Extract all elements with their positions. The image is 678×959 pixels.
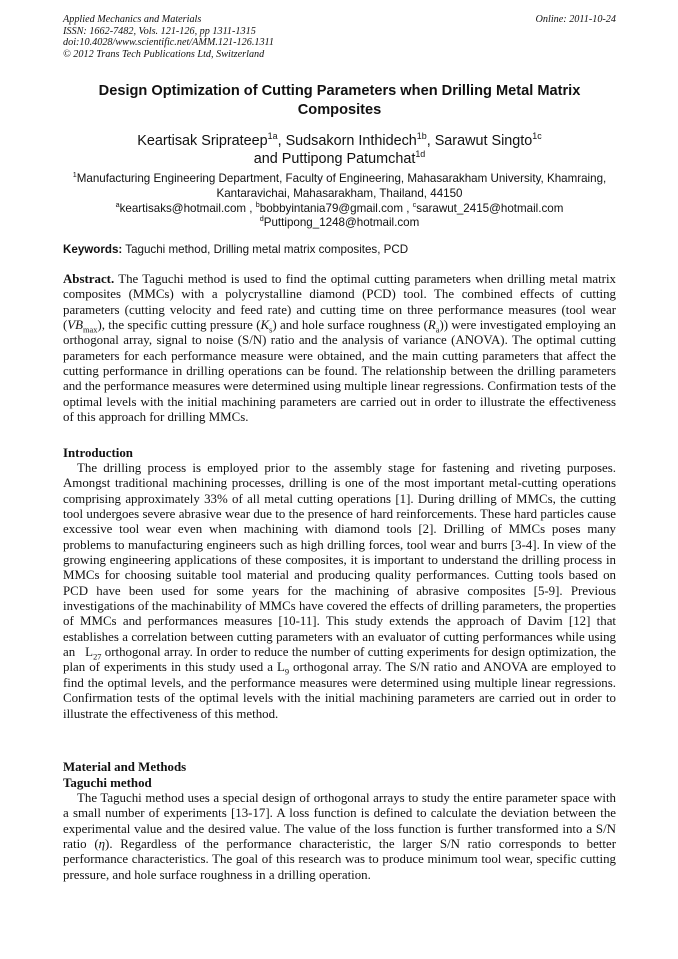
affiliation-address	[63, 172, 616, 202]
author-name: Keartisak Sriprateep	[137, 133, 268, 149]
intro-text: orthogonal array. The S/N ratio and ANOVA are employed to find the optimal levels, and the performance measures were determined using multiple linear regressions. Confirmation tests of the optimal levels with the initial machining parameters are carried out in order to illustrate the effectiveness of this method.	[63, 660, 616, 721]
email-address[interactable]: Puttipong_1248@hotmail.com	[263, 216, 420, 230]
author-name: Puttipong Patumchat	[281, 151, 416, 167]
author-affiliation-mark: 1c	[532, 131, 542, 142]
author-name: Sudsakorn Inthidech	[285, 133, 417, 149]
abstract-text: ), the specific cutting pressure (	[97, 318, 261, 333]
email-address[interactable]: keartisaks@hotmail.com	[119, 201, 247, 215]
email-mark: d	[259, 214, 264, 224]
abstract-text: The Taguchi method is used to find the optimal cutting parameters when drilling metal matrix composites (MMCs) with a polycrystalline diamond (PCD) tool. The combined effects of cutting parameters (cutting velocity and feed rate) and cutting time on three performance measures (tool wear (	[63, 272, 616, 333]
keywords-label: Keywords:	[63, 243, 123, 256]
section-heading-methods: Material and Methods	[63, 760, 187, 774]
email-mark: c	[412, 199, 417, 209]
email-address[interactable]: sarawut_2415@hotmail.com	[416, 201, 564, 215]
issn-line: ISSN: 1662-7482, Vols. 121-126, pp 1311-1315	[63, 25, 256, 37]
copyright-line: © 2012 Trans Tech Publications Ltd, Switzerland	[63, 48, 265, 60]
author-affiliation-mark: 1a	[267, 131, 278, 142]
taguchi-paragraph	[63, 791, 616, 883]
keywords-line	[63, 243, 616, 257]
symbol-eta: η	[98, 837, 106, 852]
introduction-paragraph	[63, 461, 616, 722]
abstract-paragraph	[63, 272, 616, 425]
subscript-max: max	[83, 325, 98, 335]
abstract-text: )) were investigated employing an orthogonal array, signal to noise (S/N) ratio and the analysis of variance (ANOVA). The optimal cutting parameters for each performance measure were obtained, and the main cutting parameters that affect the cutting performance in drilling operations can be found. The relationship between the drilling parameters and the performance measures were determined using multiple linear regressions. Confirmation tests of the optimal levels with the initial machining parameters are carried out in order to illustrate the effectiveness of this approach for drilling MMCs.	[63, 318, 616, 425]
abstract-label: Abstract.	[63, 272, 115, 286]
author-emails: $^a$keartisaks@hotmail.com , $^b$bobbyintania79@gmail.com , $^c$sarawut_2415@hotmail.com $^d$Puttipong_1248@hotmail.com	[115, 199, 564, 230]
symbol-r: R	[427, 318, 436, 333]
author-affiliation-mark: 1d	[415, 149, 426, 160]
author-conjunction: and	[253, 151, 278, 167]
subsection-heading-taguchi: Taguchi method	[63, 776, 152, 790]
paper-title: Design Optimization of Cutting Parameters when Drilling Metal Matrix Composites	[98, 83, 581, 118]
section-heading-introduction: Introduction	[63, 446, 133, 460]
taguchi-text: ). Regardless of the performance characteristic, the larger S/N ratio corresponds to better performance characteristics. The goal of this research was to produce minimum tool wear, specific cutting pressure, and hole surface roughness in a drilling operation.	[63, 837, 616, 882]
affiliation-mark: 1	[72, 170, 77, 180]
subscript-a: a	[435, 325, 440, 335]
online-date: Online: 2011-10-24	[535, 14, 616, 25]
taguchi-text: The Taguchi method uses a special design of orthogonal arrays to study the entire parameter space with a small number of experiments [13-17]. A loss function is defined to calculate the deviation between the experimental value and the desired value. The value of the loss function is further transformed into a S/N ratio (	[63, 791, 616, 852]
subscript-9: 9	[284, 668, 290, 678]
affiliation-block	[63, 172, 616, 231]
symbol-vb: VB	[67, 318, 84, 333]
journal-name: Applied Mechanics and Materials	[63, 14, 202, 25]
affiliation-text: Manufacturing Engineering Department, Faculty of Engineering, Mahasarakham University, Khamraing, Kantaravichai, Mahasarakham, Thailand, 44150	[76, 172, 607, 200]
publication-info	[63, 14, 274, 60]
subscript-s: s	[269, 325, 273, 335]
intro-text: The drilling process is employed prior to the assembly stage for fastening and riveting purposes. Amongst traditional machining processes, drilling is one of the most important metal-cutting operations comprising approximately 33% of all metal cutting operations [1]. During drilling of MMCs, the cutting tool undergoes severe abrasive wear due to the presence of hard reinforcements. These hard particles cause excessive tool wear even when machining with diamond tools [2]. Drilling of MMCs poses many problems to manufacturing engineers such as high drilling forces, tool wear and burrs [3-4]. In view of the growing engineering applications of these composites, it is important to understand the drilling process in MMCs for choosing suitable tool material and producing quality performances. Cutting tools based on PCD have been used for some years for the machining of abrasive composites [5-9]. Previous investigations of the machinability of MMCs have covered the effects of drilling parameters, the properties of MMCs and performances measures [10-11]. This study extends the approach of Davim [12] that establishes a correlation between cutting parameters with an evaluator of cutting performances while using an L	[63, 461, 616, 660]
email-mark: b	[255, 199, 260, 209]
email-mark: a	[115, 199, 120, 209]
subscript-27: 27	[93, 652, 102, 662]
author-list: Keartisak Sriprateep$^{1a}$, Sudsakorn Inthidech$^{1b}$, Sarawut Singto$^{1c}$ and Puttipong Patumchat$^{1d}$	[137, 131, 542, 167]
intro-text: orthogonal array. In order to reduce the number of cutting experiments for design optimization, the plan of experiments in this study used a L	[63, 645, 616, 675]
author-affiliation-mark: 1b	[416, 131, 427, 142]
email-address[interactable]: bobbyintania79@gmail.com	[259, 201, 403, 215]
symbol-k: K	[260, 318, 270, 333]
keywords-text: Taguchi method, Drilling metal matrix composites, PCD	[125, 243, 409, 256]
doi-line: doi:10.4028/www.scientific.net/AMM.121-126.1311	[63, 37, 274, 49]
author-name: Sarawut Singto	[434, 133, 533, 149]
abstract-text: ) and hole surface roughness (	[272, 318, 428, 333]
